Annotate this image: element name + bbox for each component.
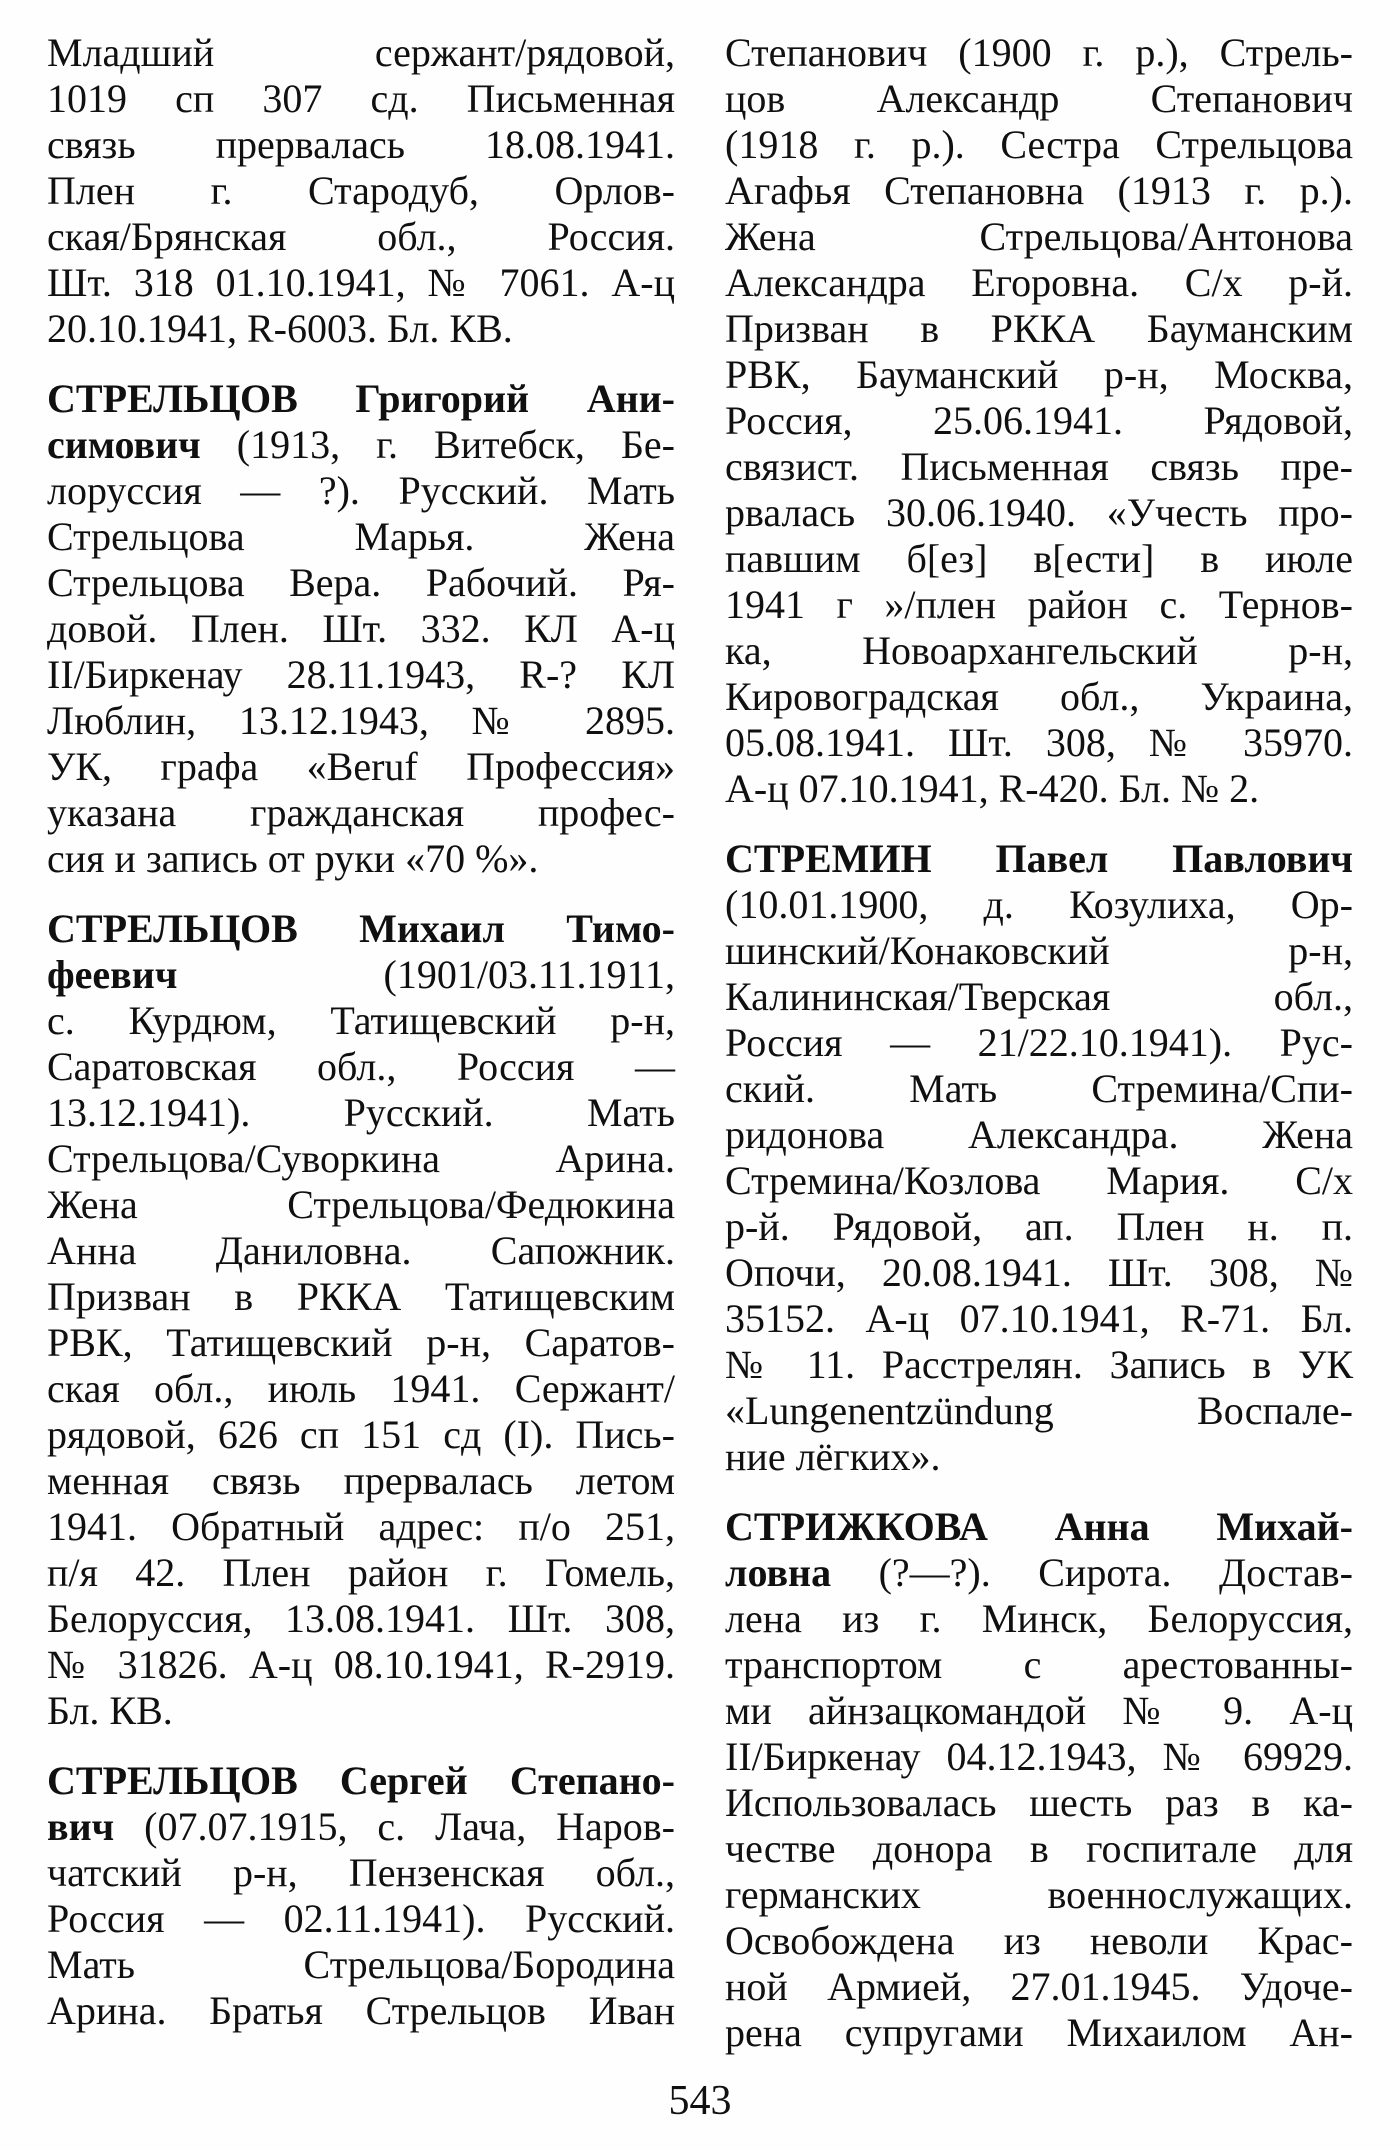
text-line (47, 514, 675, 560)
text-line (47, 122, 675, 168)
entry-text: Кировоградская обл., Украина, (725, 674, 1353, 719)
text-line (725, 168, 1353, 214)
entry-name-bold: ловна (725, 1550, 832, 1595)
text-line (725, 882, 1353, 928)
entry-text: «Lungenentzündung Воспале- (725, 1388, 1353, 1433)
text-line (725, 720, 1353, 766)
entry-text: честве донора в госпитале для (725, 1826, 1353, 1871)
entry-text: ский. Мать Стремина/Спи- (725, 1066, 1353, 1111)
entry-block (47, 376, 675, 882)
text-line (47, 1412, 675, 1458)
entry-text: Белоруссия, 13.08.1941. Шт. 308, (47, 1596, 675, 1641)
text-line (47, 1896, 675, 1942)
entry-name-bold: СТРЕЛЬЦОВ Михаил Тимо- (47, 906, 675, 951)
text-line (725, 836, 1353, 882)
text-line (47, 1642, 675, 1688)
entry-text: Бл. КВ. (47, 1688, 173, 1733)
text-line (47, 1942, 675, 1988)
text-line (47, 1758, 675, 1804)
text-line (47, 1550, 675, 1596)
entry-text: (1918 г. р.). Сестра Стрельцова (725, 122, 1353, 167)
text-line (47, 468, 675, 514)
text-line (47, 790, 675, 836)
entry-text: (?—?). Сирота. Достав- (831, 1550, 1353, 1595)
text-line (725, 536, 1353, 582)
entry-text: ридонова Александра. Жена (725, 1112, 1353, 1157)
text-line (725, 76, 1353, 122)
entry-text: п/я 42. Плен район г. Гомель, (47, 1550, 675, 1595)
text-line (47, 606, 675, 652)
continuation-block (725, 30, 1353, 812)
entry-text: Опочи, 20.08.1941. Шт. 308, № (725, 1250, 1353, 1295)
text-line (47, 1320, 675, 1366)
entry-text: II/Биркенау 28.11.1943, R-? КЛ (47, 652, 675, 697)
entry-text: ка, Новоархангельский р-н, (725, 628, 1353, 673)
entry-text: ская обл., июль 1941. Сержант/ (47, 1366, 675, 1411)
entry-text: 05.08.1941. Шт. 308, № 35970. (725, 720, 1353, 765)
entry-text: рвалась 30.06.1940. «Учесть про- (725, 490, 1353, 535)
text-line (47, 1596, 675, 1642)
text-line (47, 1044, 675, 1090)
entry-name-bold: феевич (47, 952, 178, 997)
entry-text: Александра Егоровна. С/х р-й. (725, 260, 1353, 305)
continuation-block (47, 30, 675, 352)
entry-text: связь прервалась 18.08.1941. (47, 122, 675, 167)
entry-text: № 31826. А-ц 08.10.1941, R-2919. (47, 1642, 675, 1687)
text-line (47, 1366, 675, 1412)
text-line (47, 422, 675, 468)
entry-name-bold: вич (47, 1804, 115, 1849)
entry-text: Призван в РККА Татищевским (47, 1274, 675, 1319)
entry-text: Стремина/Козлова Мария. С/х (725, 1158, 1353, 1203)
entry-block (47, 1758, 675, 2034)
entry-text: ние лёгких». (725, 1434, 941, 1479)
entry-name-bold: СТРЕМИН Павел Павлович (725, 836, 1353, 881)
entry-text: р-й. Рядовой, ап. Плен н. п. (725, 1204, 1353, 1249)
entry-text: шинский/Конаковский р-н, (725, 928, 1353, 973)
entry-text: ми айнзацкомандой № 9. А-ц (725, 1688, 1353, 1733)
text-line (47, 1504, 675, 1550)
entry-name-bold: симович (47, 422, 201, 467)
entry-text: Калининская/Тверская обл., (725, 974, 1353, 1019)
entry-text: Россия — 02.11.1941). Русский. (47, 1896, 675, 1941)
text-line (725, 1596, 1353, 1642)
text-line (725, 214, 1353, 260)
text-line (725, 1112, 1353, 1158)
entry-text: довой. Плен. Шт. 332. КЛ А-ц (47, 606, 675, 651)
text-line (47, 1228, 675, 1274)
text-line (725, 444, 1353, 490)
entry-text: Россия, 25.06.1941. Рядовой, (725, 398, 1353, 443)
entry-name-bold: СТРИЖКОВА Анна Михай- (725, 1504, 1353, 1549)
entry-text: связист. Письменная связь пре- (725, 444, 1353, 489)
entry-text: Саратовская обл., Россия — (47, 1044, 675, 1089)
entry-text: цов Александр Степанович (725, 76, 1353, 121)
entry-text: Анна Даниловна. Сапожник. (47, 1228, 675, 1273)
text-line (47, 952, 675, 998)
entry-text: 1019 сп 307 сд. Письменная (47, 76, 675, 121)
entry-text: Стрельцова Марья. Жена (47, 514, 675, 559)
entry-text: лена из г. Минск, Белоруссия, (725, 1596, 1353, 1641)
entry-block (47, 906, 675, 1734)
text-line (47, 214, 675, 260)
text-line (725, 582, 1353, 628)
entry-text: Арина. Братья Стрельцов Иван (47, 1988, 675, 2033)
entry-text: Агафья Степановна (1913 г. р.). (725, 168, 1353, 213)
entry-text: ская/Брянская обл., Россия. (47, 214, 675, 259)
text-line (47, 1688, 675, 1734)
entry-text: павшим б[ез] в[ести] в июле (725, 536, 1353, 581)
entry-text: 1941 г »/плен район с. Тернов- (725, 582, 1353, 627)
text-line (47, 376, 675, 422)
entry-text: Люблин, 13.12.1943, № 2895. (47, 698, 675, 743)
text-line (725, 628, 1353, 674)
text-line (47, 76, 675, 122)
text-line (725, 1342, 1353, 1388)
entry-text: рена супругами Михаилом Ан- (725, 2010, 1353, 2055)
text-line (47, 1988, 675, 2034)
text-line (725, 1642, 1353, 1688)
text-line (725, 1504, 1353, 1550)
text-columns (47, 30, 1353, 2056)
text-line (725, 352, 1353, 398)
text-column-left (47, 30, 675, 2056)
entry-block (725, 836, 1353, 1480)
text-line (47, 836, 675, 882)
entry-text: УК, графа «Beruf Профессия» (47, 744, 675, 789)
entry-text: Степанович (1900 г. р.), Стрель- (725, 30, 1353, 75)
entry-name-bold: СТРЕЛЬЦОВ Сергей Степано- (47, 1758, 675, 1803)
text-line (47, 1804, 675, 1850)
entry-text: Шт. 318 01.10.1941, № 7061. А-ц (47, 260, 675, 305)
entry-text: ной Армией, 27.01.1945. Удоче- (725, 1964, 1353, 2009)
entry-text: транспортом с арестованны- (725, 1642, 1353, 1687)
entry-text: 35152. А-ц 07.10.1941, R-71. Бл. (725, 1296, 1353, 1341)
entry-text: Мать Стрельцова/Бородина (47, 1942, 675, 1987)
entry-name-bold: СТРЕЛЬЦОВ Григорий Ани- (47, 376, 675, 421)
text-line (725, 490, 1353, 536)
text-line (47, 1458, 675, 1504)
text-line (725, 974, 1353, 1020)
text-line (47, 1136, 675, 1182)
text-line (725, 766, 1353, 812)
entry-text: № 11. Расстрелян. Запись в УК (725, 1342, 1353, 1387)
text-line (47, 306, 675, 352)
page-number: 543 (668, 2078, 732, 2124)
entry-text: Призван в РККА Бауманским (725, 306, 1353, 351)
entry-text: сия и запись от руки «70 %». (47, 836, 539, 881)
entry-text: чатский р-н, Пензенская обл., (47, 1850, 675, 1895)
entry-text: с. Курдюм, Татищевский р-н, (47, 998, 675, 1043)
text-line (47, 652, 675, 698)
text-line (725, 674, 1353, 720)
text-line (725, 1872, 1353, 1918)
text-line (725, 2010, 1353, 2056)
text-line (725, 260, 1353, 306)
text-line (725, 1388, 1353, 1434)
text-line (725, 1918, 1353, 1964)
entry-text: (07.07.1915, с. Лача, Наров- (114, 1804, 675, 1849)
entry-text: 13.12.1941). Русский. Мать (47, 1090, 675, 1135)
entry-text: рядовой, 626 сп 151 сд (I). Пись- (47, 1412, 675, 1457)
text-line (47, 906, 675, 952)
text-line (725, 1434, 1353, 1480)
text-line (725, 1734, 1353, 1780)
text-line (725, 1550, 1353, 1596)
text-line (725, 928, 1353, 974)
entry-text: Россия — 21/22.10.1941). Рус- (725, 1020, 1353, 1065)
text-line (725, 306, 1353, 352)
entry-text: А-ц 07.10.1941, R-420. Бл. № 2. (725, 766, 1260, 811)
entry-text: 1941. Обратный адрес: п/о 251, (47, 1504, 675, 1549)
text-line (47, 30, 675, 76)
entry-text: лоруссия — ?). Русский. Мать (47, 468, 675, 513)
entry-text: Жена Стрельцова/Федюкина (47, 1182, 675, 1227)
entry-text: II/Биркенау 04.12.1943, № 69929. (725, 1734, 1353, 1779)
entry-block (725, 1504, 1353, 2056)
entry-text: Освобождена из неволи Крас- (725, 1918, 1353, 1963)
text-line (725, 122, 1353, 168)
entry-text: Младший сержант/рядовой, (47, 30, 675, 75)
entry-text: Стрельцова/Суворкина Арина. (47, 1136, 675, 1181)
text-line (725, 1158, 1353, 1204)
text-column-right (725, 30, 1353, 2056)
text-line (725, 1780, 1353, 1826)
entry-text: Использовалась шесть раз в ка- (725, 1780, 1353, 1825)
text-line (725, 1250, 1353, 1296)
text-line (725, 30, 1353, 76)
entry-text: Жена Стрельцова/Антонова (725, 214, 1353, 259)
entry-text: (1913, г. Витебск, Бе- (200, 422, 675, 467)
text-line (47, 260, 675, 306)
text-line (47, 1182, 675, 1228)
text-line (725, 1826, 1353, 1872)
entry-text: (10.01.1900, д. Козулиха, Ор- (725, 882, 1353, 927)
text-line (725, 398, 1353, 444)
entry-text: Стрельцова Вера. Рабочий. Ря- (47, 560, 675, 605)
entry-text: менная связь прервалась летом (47, 1458, 675, 1503)
entry-text: РВК, Татищевский р-н, Саратов- (47, 1320, 675, 1365)
text-line (725, 1066, 1353, 1112)
entry-text: Плен г. Стародуб, Орлов- (47, 168, 675, 213)
text-line (725, 1688, 1353, 1734)
text-line (47, 698, 675, 744)
text-line (47, 1850, 675, 1896)
text-line (725, 1964, 1353, 2010)
entry-text: РВК, Бауманский р-н, Москва, (725, 352, 1353, 397)
text-line (725, 1020, 1353, 1066)
entry-text: 20.10.1941, R-6003. Бл. КВ. (47, 306, 513, 351)
text-line (47, 168, 675, 214)
entry-text: (1901/03.11.1911, (177, 952, 675, 997)
text-line (47, 744, 675, 790)
text-line (47, 560, 675, 606)
text-line (47, 998, 675, 1044)
entry-text: германских военнослужащих. (725, 1872, 1353, 1917)
text-line (47, 1274, 675, 1320)
entry-text: указана гражданская профес- (47, 790, 675, 835)
text-line (725, 1296, 1353, 1342)
text-line (725, 1204, 1353, 1250)
text-line (47, 1090, 675, 1136)
